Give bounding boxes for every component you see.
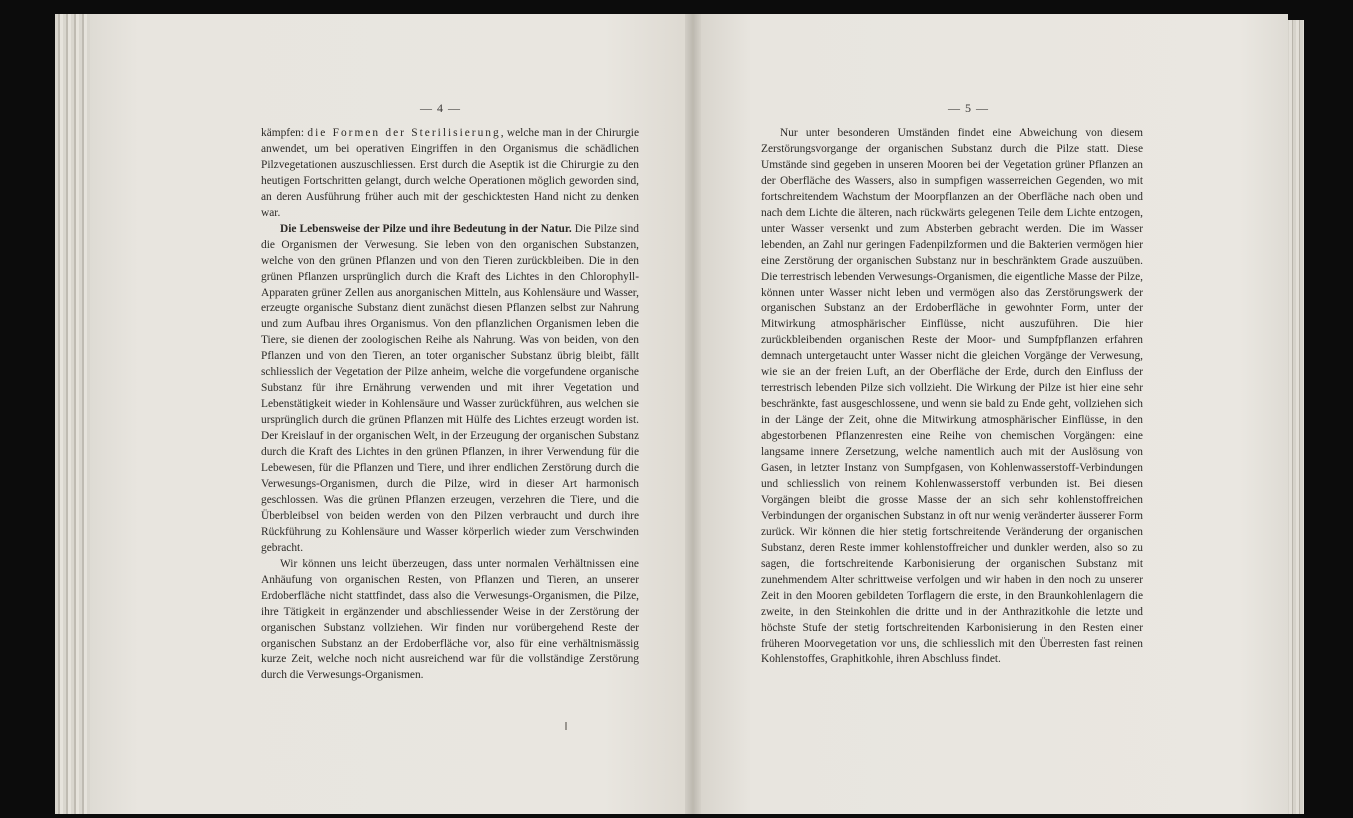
left-page-text [261, 126, 639, 684]
left-page-edges [55, 14, 95, 814]
right-page-number: — 5 — [948, 101, 989, 115]
paragraph-start: kämpfen: [261, 127, 305, 139]
paragraph-moore: Nur unter besonderen Umständen findet eine Abweichung von diesem Zerstörungsvorgange der organischen Substanz durch die Pilze statt. Diese Umstände sind gegeben in unseren Mooren bei der Vegetation grüner Pflanzen an der Oberfläche des Wassers, also in sumpfigen wasserreichen Gegenden, wo mit fortschreitendem Wachstum der Moorpflanzen an der Oberfläche nach oben und nach dem Lichte die älteren, nach rückwärts gelegenen Teile dem Lichte entzogen, unter Wasser versenkt und zum Absterben gebracht werden. Die im Wasser lebenden, an Zahl nur geringen Fadenpilzformen und die Bakterien vermögen hier eine Zerstörung der organischen Substanz nur in beschränktem Grade auszuüben. Die terrestrisch lebenden Verwesungs-Organismen, die eigentliche Masse der Pilze, können unter Wasser nicht leben und vermögen also das Zerstörungswerk der organischen Substanz an der Erdoberfläche in gewohnter Form, unter der Mitwirkung atmosphärischer Einflüsse, nicht auszuführen. Die hier zurückbleibenden organischen Reste der Moor- und Sumpfpflanzen erfahren demnach untergetaucht unter Wasser nicht die gleichen Vorgänge der Verwesung, wie sie an der freien Luft, an der Oberfläche der Erde, durch den Einfluss der terrestrisch lebenden Pilze sich vollzieht. Die Wirkung der Pilze ist hier eine sehr beschränkte, fast ausgeschlossene, und wenn sie bald zu Ende geht, vollziehen sich in der Länge der Zeit, ohne die Mitwirkung atmosphärischer Einflüsse, in den abgestorbenen Pflanzenresten eine Reihe von chemischen Vorgängen: eine langsame innere Zersetzung, welche namentlich auch mit der Auslösung von Gasen, in letzter Instanz von Sumpfgasen, von Kohlenwasserstoff-Verbindungen und schliesslich von reinem Kohlenwasserstoff verbunden ist. Bei diesen Vorgängen bleibt die grosse Masse der an sich sehr kohlenstoffreichen Verbindungen der organischen Substanz in oft nur wenig veränderter äusserer Form zurück. Wir können die hier stetig fortschreitende Veränderung der organischen Substanz, deren Reste immer kohlenstoffreicher und dunkler werden, also so zu sagen, die fortschreitende Karbonisierung der organischen Substanz mit zunehmendem Alter schrittweise verfolgen und wir haben in den noch zu unserer Zeit in den Mooren gebildeten Torflagern die erste, in den Braunkohlenlagern die zweite, in den Steinkohlen die dritte und in der Anthrazitkohle die letzte und höchste Stufe der stetig fortschreitenden Karbonisierung in den Resten einer früheren Moorvegetation vor uns, die schliesslich mit den Überresten fast reinen Kohlenstoffes, Graphitkohle, ihren Abschluss findet. [761, 127, 1143, 666]
paragraph-continuation: kämpfen: die Formen der Sterilisierung, welche man in der Chirurgie anwendet, um bei operativen Eingriffen in den Organismus die schädlichen Pilzvegetationen auszuschliessen. Erst durch die Aseptik ist die Chirurgie zu den heutigen Fortschritten gelangt, durch welche Operationen möglich geworden sind, an deren Ausführung früher auch mit der geschicktesten Hand nicht zu denken war. [261, 127, 639, 219]
spaced-term: die Formen der Sterilisierung [307, 127, 501, 139]
book-gutter [685, 14, 701, 814]
paragraph-ueberzeugen: Wir können uns leicht überzeugen, dass unter normalen Verhältnissen eine Anhäufung von organischen Resten, von Pflanzen und Tieren, an unserer Erdoberfläche nicht stattfindet, dass also die Verwesungs-Organismen, die Pilze, ihre Tätigkeit in ergänzender und abschliessender Weise in der Zerstörung der organischen Substanz vollziehen. Wir finden nur vorübergehend Reste der organischen Substanz an der Erdoberfläche vor, also für eine verhältnismässig kurze Zeit, welche noch nicht ausreichend war für die vollständige Zerstörung durch die Verwesungs-Organismen. [261, 557, 639, 682]
paragraph-lebensweise [261, 222, 639, 557]
print-mark [565, 722, 567, 730]
section-heading: Die Lebensweise der Pilze und ihre Bedeutung in der Natur. [280, 222, 572, 235]
right-page-text [761, 126, 1143, 668]
paragraph-text: Die Pilze sind die Organismen der Verwesung. Sie leben von den organischen Substanzen, welche von den grünen Pflanzen und von den Tieren zurückbleiben. Die in den grünen Pflanzen ursprünglich durch die Kraft des Lichtes in den Chlorophyll-Apparaten grüner Zellen aus anorganischen Mitteln, aus Kohlensäure und Wasser, erzeugte organische Substanz dient zunächst diesen Pflanzen selbst zur Nahrung und zum Aufbau ihres Organismus. Von den pflanzlichen Organismen leben die Tiere, sie dienen der zoologischen Reihe als Nahrung. Was von beiden, von den Pflanzen und von den Tieren, an toter organischer Substanz übrig bleibt, fällt schliesslich der Vegetation der Pilze anheim, welche die vorgefundene organische Substanz für ihre Ernährung verwenden und mit ihrer Vegetation und Lebenstätigkeit wieder in Kohlensäure und Wasser zurückführen, aus welchen sie ursprünglich durch die grünen Pflanzen mit Hülfe des Lichtes erzeugt worden ist. Der Kreislauf in der organischen Welt, in der Erzeugung der organischen Substanz durch die Kraft des Lichtes in den grünen Pflanzen, in ihrer Verwendung für die Lebewesen, für die Pflanzen und Tiere, und ihrer endlichen Zerstörung durch die Verwesungs-Organismen, durch die Pilze, wird in dieser Art harmonisch geschlossen. Was die grünen Pflanzen erzeugen, verzehren die Tiere, und die Überbleibsel von beiden werden von den Pilzen verbraucht und durch ihre Rückführung zu Kohlensäure und Wasser körperlich wieder zum Verschwinden gebracht. [261, 222, 639, 554]
paragraph-text: welche man in der Chirurgie anwendet, um bei operativen Eingriffen in den Organismus die schädlichen Pilzvegetationen auszuschliessen. Erst durch die Aseptik ist die Chirurgie zu den heutigen Fortschritten gelangt, durch welche Operationen möglich geworden sind, an deren Ausführung früher auch mit der geschicktesten Hand nicht zu denken war. [261, 127, 639, 219]
left-page-number: — 4 — [420, 101, 461, 115]
